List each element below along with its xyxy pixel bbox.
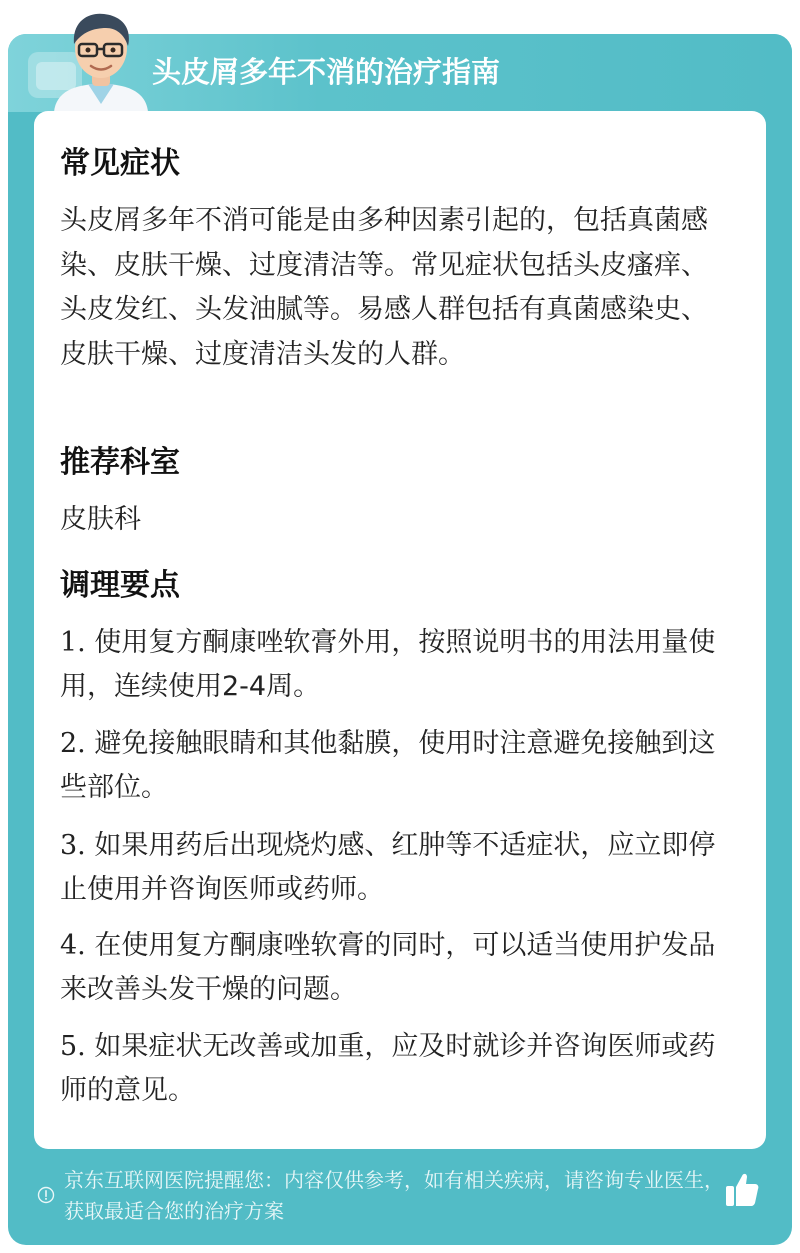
care-item-text: 如果症状无改善或加重，应及时就诊并咨询医师或药师的意见。	[60, 1031, 716, 1106]
care-item-number: 4.	[60, 930, 86, 961]
info-icon	[37, 1186, 55, 1204]
page-title: 头皮屑多年不消的治疗指南	[152, 55, 501, 89]
care-item-text: 在使用复方酮康唑软膏的同时，可以适当使用护发品来改善头发干燥的问题。	[60, 930, 716, 1005]
care-item-4	[60, 924, 726, 1012]
department-heading: 推荐科室	[60, 445, 180, 480]
care-item-text: 避免接触眼睛和其他黏膜，使用时注意避免接触到这些部位。	[60, 728, 716, 803]
footer-disclaimer: 京东互联网医院提醒您：内容仅供参考，如有相关疾病，请咨询专业医生，获取最适合您的治疗方案	[64, 1168, 724, 1223]
care-item-1	[60, 621, 726, 709]
care-heading: 调理要点	[60, 568, 180, 603]
care-item-2	[60, 722, 726, 810]
care-item-number: 3.	[60, 830, 86, 861]
care-item-number: 1.	[60, 627, 86, 658]
symptoms-heading: 常见症状	[60, 146, 180, 181]
care-item-text: 如果用药后出现烧灼感、红肿等不适症状，应立即停止使用并咨询医师或药师。	[60, 830, 716, 905]
care-item-5	[60, 1025, 726, 1113]
symptoms-text: 头皮屑多年不消可能是由多种因素引起的，包括真菌感染、皮肤干燥、过度清洁等。常见症状包括头皮瘙痒、头皮发红、头发油腻等。易感人群包括有真菌感染史、皮肤干燥、过度清洁头发的人群。	[60, 205, 708, 370]
care-item-text: 使用复方酮康唑软膏外用，按照说明书的用法用量使用，连续使用2-4周。	[60, 627, 716, 702]
care-item-3	[60, 824, 726, 912]
care-item-number: 5.	[60, 1031, 86, 1062]
thumbs-up-icon[interactable]	[724, 1170, 760, 1208]
department-text: 皮肤科	[60, 504, 141, 535]
care-item-number: 2.	[60, 728, 86, 759]
doctor-avatar-icon	[46, 4, 156, 112]
